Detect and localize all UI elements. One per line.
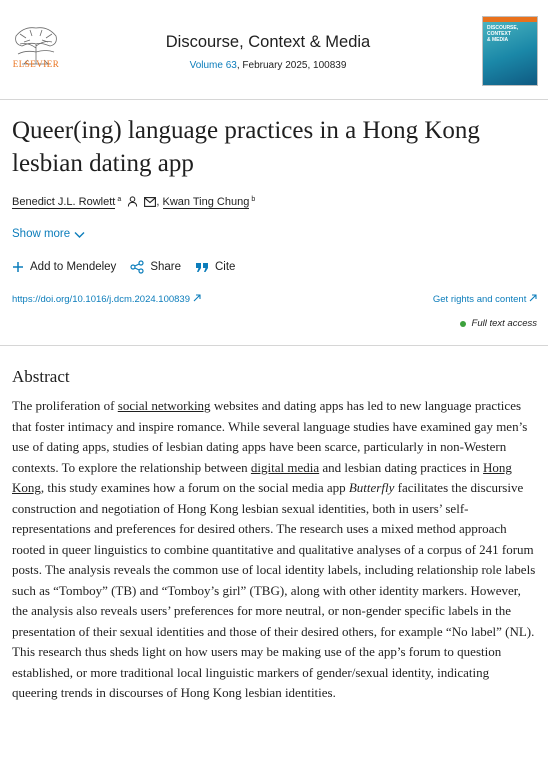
author-affiliation: b (251, 196, 256, 203)
journal-meta (100, 60, 436, 71)
author-affiliation: a (117, 196, 122, 203)
envelope-icon[interactable] (144, 197, 156, 207)
share-button[interactable] (130, 260, 181, 274)
author-link[interactable]: Benedict J.L. Rowlett (12, 196, 116, 208)
person-icon[interactable] (127, 196, 138, 207)
abstract-link-hong-kong[interactable]: Hong Kong (12, 459, 512, 495)
article-title: Queer(ing) language practices in a Hong Kong lesbian dating app (12, 117, 480, 177)
access-status (460, 318, 537, 329)
quote-icon (195, 262, 209, 273)
cite-label: Cite (215, 261, 236, 273)
add-to-mendeley-label: Add to Mendeley (30, 261, 117, 273)
elsevier-wordmark: ELSEVIER (12, 59, 60, 69)
abstract-app-name: Butterfly (348, 480, 395, 495)
external-link-icon (529, 294, 537, 302)
cover-band (483, 17, 537, 22)
abstract-text: and lesbian dating practices in (319, 459, 484, 475)
doi-text: https://doi.org/10.1016/j.dcm.2024.100839 (12, 294, 190, 305)
cite-button[interactable] (195, 260, 235, 274)
add-to-mendeley-button[interactable] (12, 260, 116, 274)
access-dot-icon (460, 321, 466, 327)
section-divider (0, 345, 548, 346)
plus-icon (12, 261, 24, 273)
cover-line: & MEDIA (487, 37, 509, 43)
share-icon (130, 260, 144, 274)
doi-link[interactable] (12, 294, 201, 305)
abstract-text: , this study examines how a forum on the social media app (40, 480, 349, 495)
show-more-label: Show more (12, 228, 71, 240)
author-list (12, 196, 255, 208)
abstract-text: websites and dating apps has led to new language practices that foster intimacy and inspire romance. While several language studies have examined gay men’s use of dating apps, studies of lesbian dating apps have been scarce, particularly in non-Western contexts. To explore the relationship between (12, 398, 528, 475)
journal-cover-thumbnail[interactable] (482, 16, 538, 86)
article-actions (12, 260, 235, 274)
external-link-icon (193, 294, 201, 302)
access-label: Full text access (471, 318, 537, 329)
journal-header (0, 0, 548, 100)
issue-info: , February 2025, 100839 (236, 60, 347, 71)
share-label: Share (150, 261, 181, 273)
abstract-link-social-networking[interactable]: social networking (117, 398, 211, 413)
chevron-down-icon (74, 231, 85, 239)
cover-line: CONTEXT (487, 31, 511, 37)
journal-title[interactable] (100, 33, 436, 52)
author-link[interactable]: Kwan Ting Chung (162, 196, 250, 208)
abstract-text: The proliferation of (12, 398, 118, 413)
journal-title-link[interactable]: Discourse, Context & Media (165, 33, 371, 51)
rights-text: Get rights and content (432, 294, 527, 305)
show-more-button[interactable] (12, 228, 85, 240)
rights-link[interactable] (433, 294, 537, 305)
volume-link[interactable]: Volume 63 (189, 60, 237, 71)
author-separator: , (156, 196, 160, 208)
abstract-body (12, 396, 537, 704)
cover-line: DISCOURSE, (487, 25, 519, 31)
cover-text (487, 25, 518, 43)
abstract-text: facilitates the discursive construction and negotiation of Hong Kong lesbian sexual identities, both in users’ self-representations and preferences for desired others. The research uses a mixed method approach rooted in queer linguistics to combine quantitative and qualitative analyses of a corpus of 241 forum posts. The analysis reveals the common use of local identity labels, including relationship role labels such as “Tomboy” (TB) and “Tomboy’s girl” (TBG), along with other identity markers. However, the analysis also reveals users’ preferences for more neutral, or non-gender specific labels in the presentation of their sexual identities and those of their desired others, for example “No label” (NL). This research thus sheds light on how users may be making use of the app’s forum to question established, or more traditional local linguistic markers of gender/sexual identity, indicating queering trends in discourses of Hong Kong lesbian identities. (12, 480, 536, 700)
abstract-heading: Abstract (12, 367, 70, 386)
abstract-link-digital-media[interactable]: digital media (250, 459, 320, 475)
